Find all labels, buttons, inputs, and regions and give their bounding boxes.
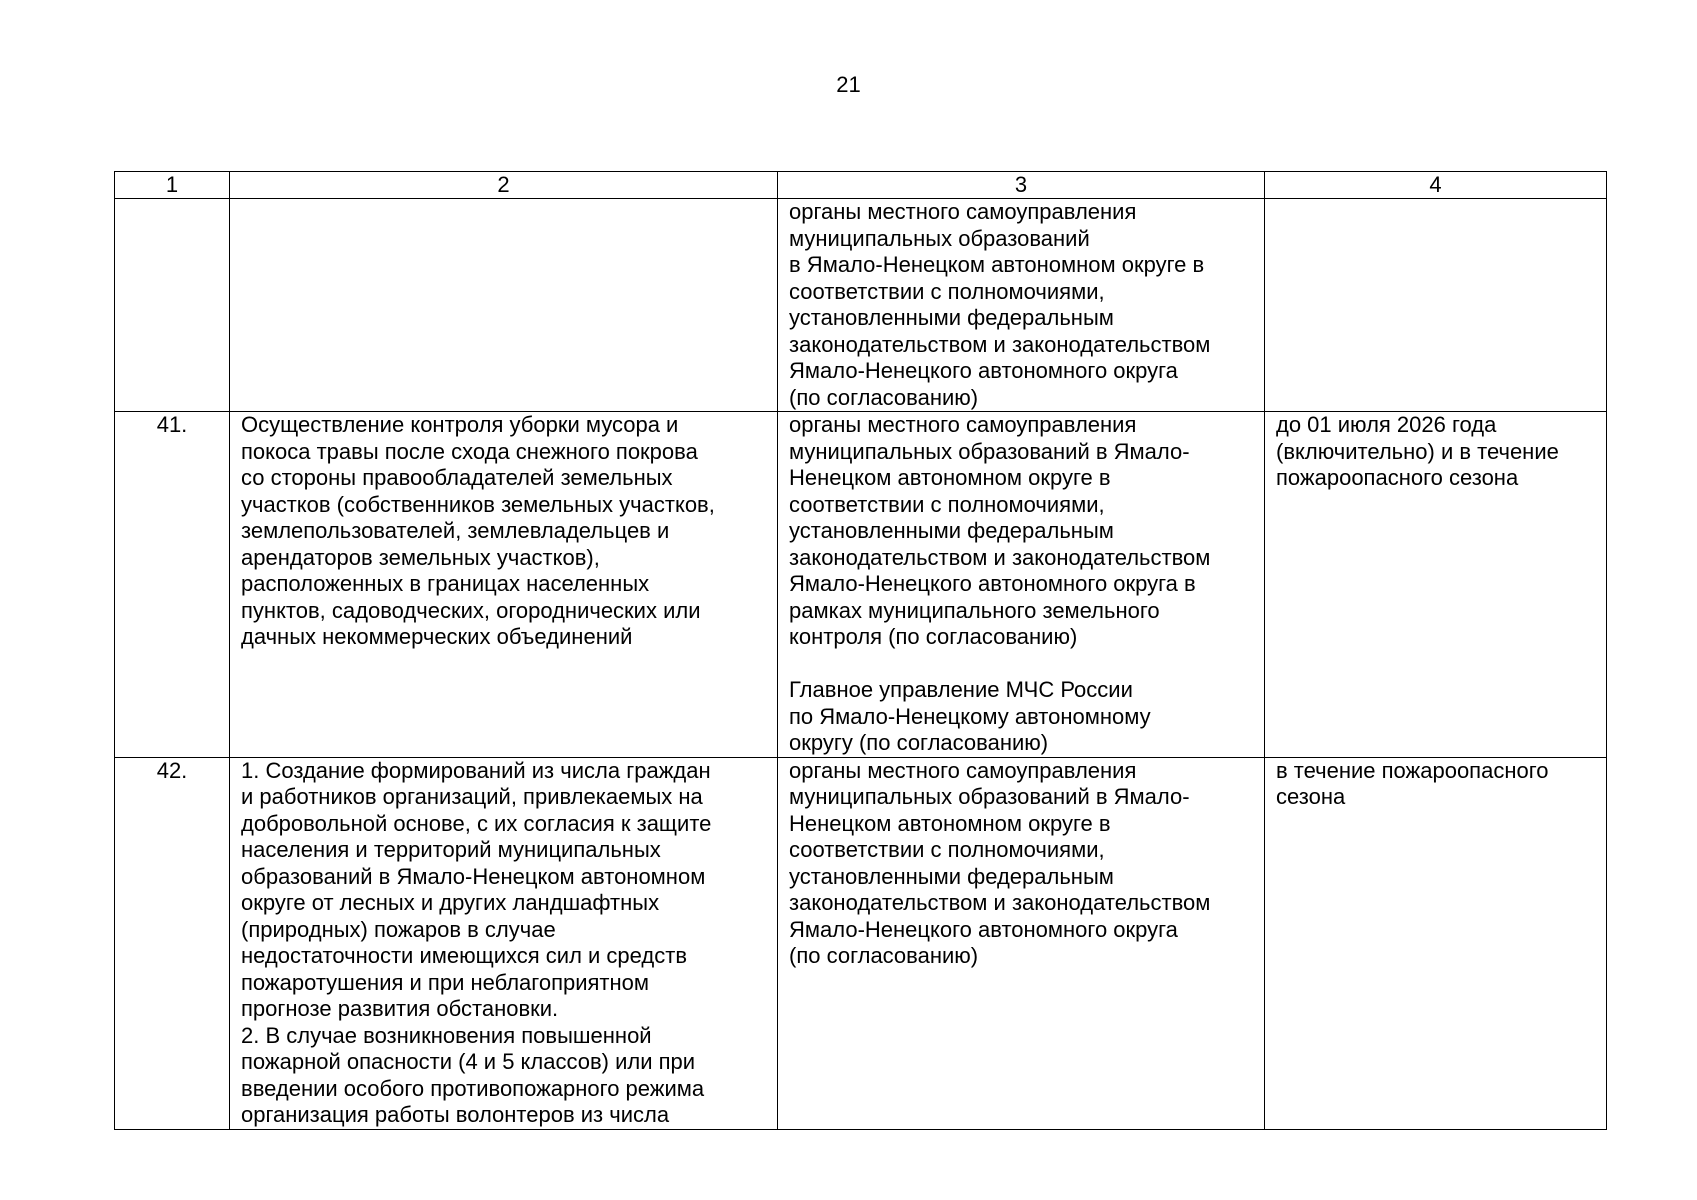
executors-line: органы местного самоуправления [789, 199, 1137, 224]
column-header-4: 4 [1265, 172, 1607, 199]
measure-line: 1. Создание формирований из числа граждан [241, 757, 711, 783]
page-number: 21 [836, 72, 861, 97]
paragraph-gap [789, 651, 1256, 678]
executors-line: рамках муниципального земельного [789, 597, 1160, 623]
executors-line: муниципальных образований [789, 225, 1090, 251]
executors-line: законодательством и законодательством [789, 890, 1211, 915]
measure-line: и работников организаций, привлекаемых на [241, 784, 703, 809]
executors-line: (по согласованию) [789, 943, 979, 968]
table-row [115, 412, 1607, 758]
executors-line: муниципальных образований в Ямало- [789, 784, 1190, 809]
measure-line: дачных некоммерческих объединений [241, 624, 633, 649]
measure-line: Осуществление контроля уборки мусора и [241, 412, 679, 437]
executors-line: органы местного самоуправления [789, 757, 1137, 783]
table-row [115, 199, 1607, 412]
executors-cell [778, 757, 1265, 1129]
executors-line: установленными федеральным [789, 518, 1114, 543]
measure-line: расположенных в границах населенных [241, 571, 650, 596]
row-number: 42. [115, 757, 230, 1129]
executors-line: (по согласованию) [789, 384, 979, 410]
table-body [115, 199, 1607, 1130]
measure-line: введении особого противопожарного режима [241, 1075, 705, 1101]
table-row [115, 757, 1607, 1129]
table-header-row [115, 172, 1607, 199]
deadline-line: сезона [1276, 784, 1346, 809]
executors-line: Ямало-Ненецкого автономного округа [789, 358, 1178, 383]
measure-line: населения и территорий муниципальных [241, 837, 661, 862]
executors-cell [778, 412, 1265, 758]
measure-cell [230, 412, 778, 758]
executors-line: Ненецком автономном округе в [789, 465, 1111, 490]
column-header-2: 2 [230, 172, 778, 199]
deadline-cell [1265, 757, 1607, 1129]
measure-line: участков (собственников земельных участков, [241, 491, 715, 517]
measure-line: со стороны правообладателей земельных [241, 465, 673, 490]
measure-cell [230, 757, 778, 1129]
executors-cell [778, 199, 1265, 412]
measure-line: организация работы волонтеров из числа [241, 1102, 670, 1127]
executors-extra-line: по Ямало-Ненецкому автономному [789, 703, 1151, 729]
row-number: 41. [115, 412, 230, 758]
measure-line: (природных) пожаров в случае [241, 916, 556, 942]
column-header-1: 1 [115, 172, 230, 199]
measure-line: недостаточности имеющихся сил и средств [241, 943, 688, 968]
executors-line: законодательством и законодательством [789, 544, 1211, 570]
row-number [115, 199, 230, 412]
deadline-line: (включительно) и в течение [1276, 438, 1559, 464]
executors-line: соответствии с полномочиями, [789, 837, 1105, 862]
column-header-3: 3 [778, 172, 1265, 199]
executors-line: установленными федеральным [789, 305, 1114, 330]
measure-line: образований в Ямало-Ненецком автономном [241, 863, 706, 889]
measure-line: 2. В случае возникновения повышенной [241, 1022, 652, 1048]
executors-extra-line: Главное управление МЧС России [789, 677, 1133, 702]
executors-line: соответствии с полномочиями, [789, 491, 1105, 517]
executors-line: Ненецком автономном округе в [789, 810, 1111, 836]
deadline-line: пожароопасного сезона [1276, 465, 1519, 490]
measure-line: прогнозе развития обстановки. [241, 996, 559, 1021]
executors-line: соответствии с полномочиями, [789, 278, 1105, 304]
measure-line: округе от лесных и других ландшафтных [241, 890, 660, 915]
measure-line: арендаторов земельных участков), [241, 544, 600, 570]
measure-line: землепользователей, землевладельцев и [241, 518, 670, 543]
measure-cell [230, 199, 778, 412]
deadline-line: в течение пожароопасного [1276, 757, 1549, 783]
measure-line: покоса травы после схода снежного покрова [241, 438, 698, 464]
executors-line: контроля (по согласованию) [789, 624, 1078, 649]
executors-line: установленными федеральным [789, 863, 1114, 889]
deadline-cell [1265, 412, 1607, 758]
measure-line: пунктов, садоводческих, огороднических или [241, 597, 701, 623]
deadline-cell [1265, 199, 1607, 412]
executors-line: в Ямало-Ненецком автономном округе в [789, 252, 1205, 277]
measure-line: пожарной опасности (4 и 5 классов) или при [241, 1049, 696, 1074]
measures-table [114, 171, 1607, 1130]
measure-line: пожаротушения и при неблагоприятном [241, 969, 649, 995]
deadline-line: до 01 июля 2026 года [1276, 412, 1497, 437]
executors-line: Ямало-Ненецкого автономного округа [789, 916, 1178, 942]
executors-extra-line: округу (по согласованию) [789, 730, 1049, 755]
executors-line: законодательством и законодательством [789, 331, 1211, 357]
executors-line: муниципальных образований в Ямало- [789, 438, 1190, 464]
measure-line: добровольной основе, с их согласия к защите [241, 810, 712, 836]
executors-line: Ямало-Ненецкого автономного округа в [789, 571, 1196, 596]
executors-line: органы местного самоуправления [789, 412, 1137, 437]
